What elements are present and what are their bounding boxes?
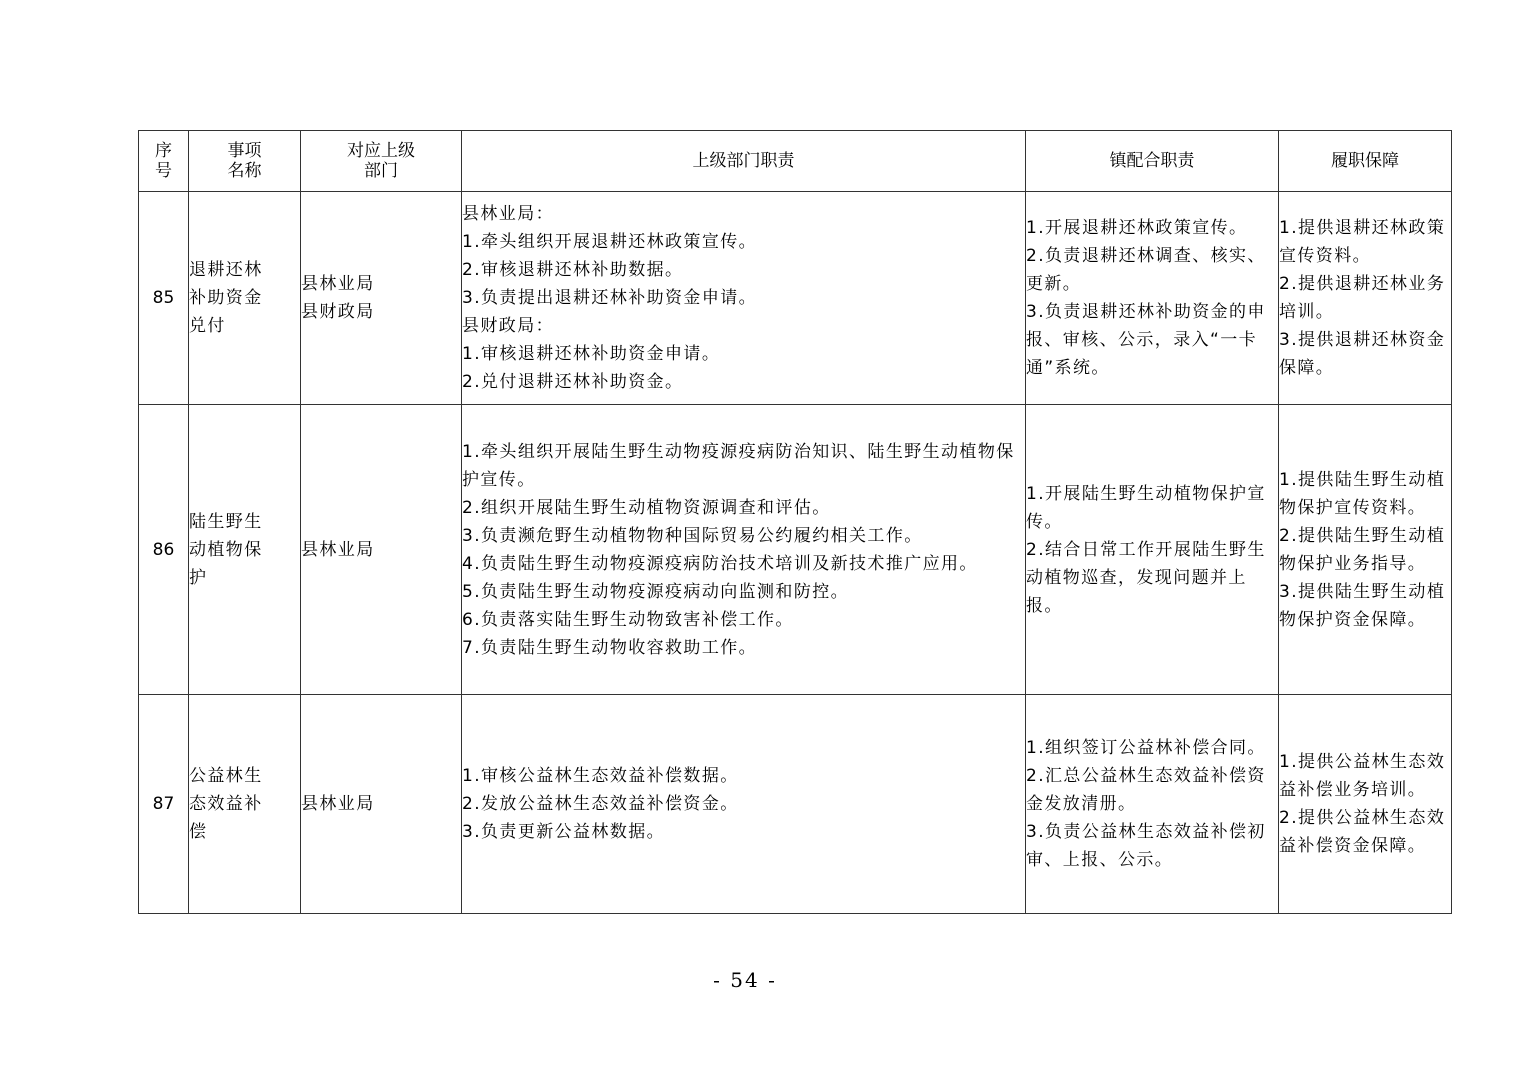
duty-table (138, 130, 1452, 914)
row-guarantee: 1.提供退耕还林政策宣传资料。 2.提供退耕还林业务培训。 3.提供退耕还林资金保障。 (1279, 192, 1452, 405)
header-seq: 序 号 (139, 131, 189, 192)
header-row (139, 131, 1452, 192)
row-upper-duties: 1.审核公益林生态效益补偿数据。 2.发放公益林生态效益补偿资金。 3.负责更新公益林数据。 (462, 695, 1026, 914)
table-row (139, 192, 1452, 405)
header-guarantee: 履职保障 (1279, 131, 1452, 192)
row-upper-dept: 县林业局 县财政局 (301, 192, 462, 405)
table-row (139, 405, 1452, 695)
row-item-name: 公益林生 态效益补 偿 (189, 695, 301, 914)
row-town-duties: 1.开展退耕还林政策宣传。 2.负责退耕还林调查、核实、更新。 3.负责退耕还林补助资金的申报、审核、公示，录入“一卡通”系统。 (1026, 192, 1279, 405)
header-upper-duties: 上级部门职责 (462, 131, 1026, 192)
table-row (139, 695, 1452, 914)
header-upper-dept: 对应上级 部门 (301, 131, 462, 192)
row-upper-duties: 县林业局： 1.牵头组织开展退耕还林政策宣传。 2.审核退耕还林补助数据。 3.负责提出退耕还林补助资金申请。 县财政局： 1.审核退耕还林补助资金申请。 2.兑付退耕还林补助资金。 (462, 192, 1026, 405)
row-town-duties: 1.组织签订公益林补偿合同。 2.汇总公益林生态效益补偿资金发放清册。 3.负责公益林生态效益补偿初审、上报、公示。 (1026, 695, 1279, 914)
row-guarantee: 1.提供公益林生态效益补偿业务培训。 2.提供公益林生态效益补偿资金保障。 (1279, 695, 1452, 914)
row-guarantee: 1.提供陆生野生动植物保护宣传资料。 2.提供陆生野生动植物保护业务指导。 3.提供陆生野生动植物保护资金保障。 (1279, 405, 1452, 695)
page-number: - 54 - (713, 968, 777, 992)
row-upper-dept: 县林业局 (301, 405, 462, 695)
header-item-name: 事项 名称 (189, 131, 301, 192)
row-item-name: 陆生野生 动植物保 护 (189, 405, 301, 695)
row-upper-dept: 县林业局 (301, 695, 462, 914)
row-item-name: 退耕还林 补助资金 兑付 (189, 192, 301, 405)
row-seq: 85 (139, 192, 189, 405)
row-town-duties: 1.开展陆生野生动植物保护宣传。 2.结合日常工作开展陆生野生动植物巡查，发现问题并上报。 (1026, 405, 1279, 695)
header-town-duties: 镇配合职责 (1026, 131, 1279, 192)
row-upper-duties: 1.牵头组织开展陆生野生动物疫源疫病防治知识、陆生野生动植物保护宣传。 2.组织开展陆生野生动植物资源调查和评估。 3.负责濒危野生动植物物种国际贸易公约履约相关工作。 4.负责陆生野生动物疫源疫病防治技术培训及新技术推广应用。 5.负责陆生野生动物疫源疫病动向监测和防控。 6.负责落实陆生野生动物致害补偿工作。 7.负责陆生野生动物收容救助工作。 (462, 405, 1026, 695)
row-seq: 86 (139, 405, 189, 695)
row-seq: 87 (139, 695, 189, 914)
